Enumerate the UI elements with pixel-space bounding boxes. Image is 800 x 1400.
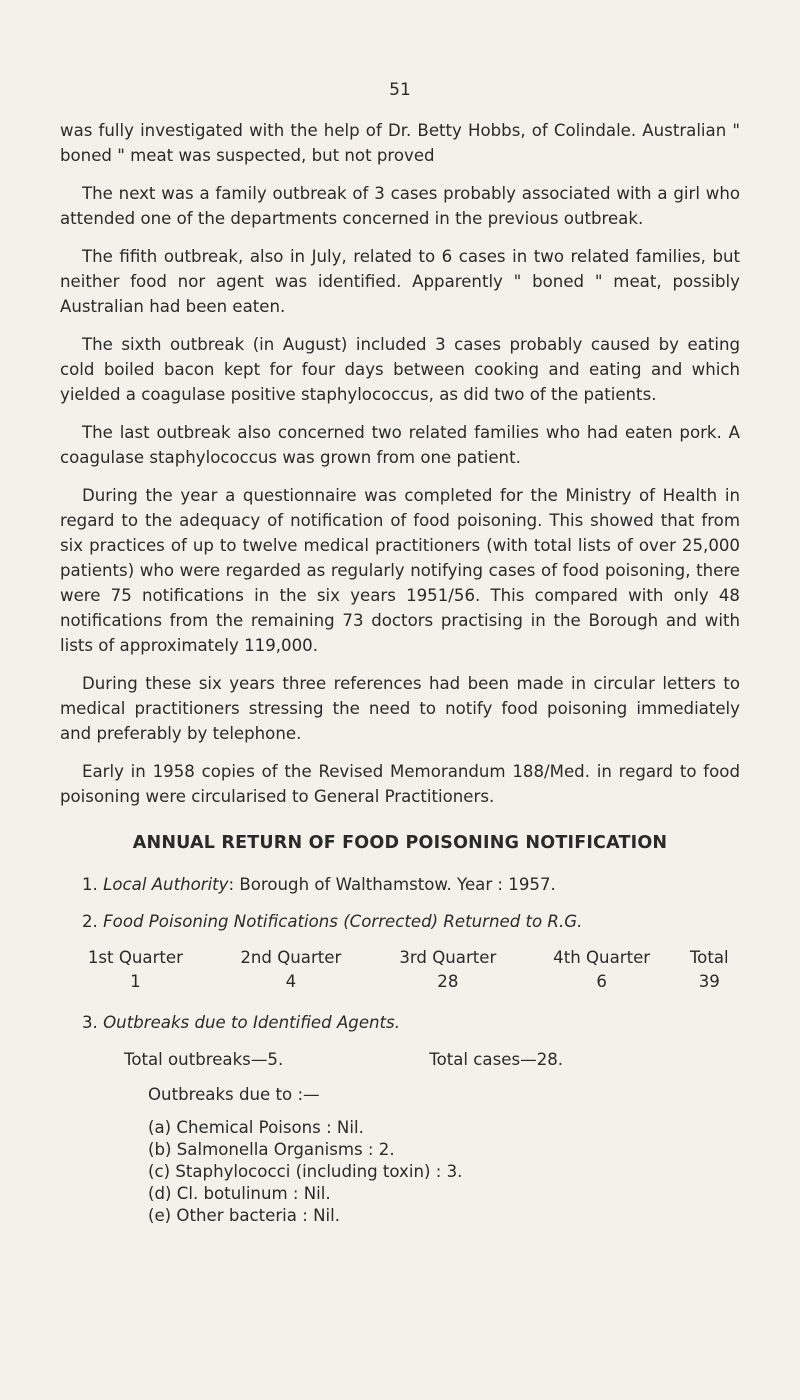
paragraph: The sixth outbreak (in August) included 3 cases probably caused by eating cold boiled bacon kept for four days between cooking and eating and which yielded a coagulase positive staphylococcus, as did two of the patients. (60, 335, 740, 404)
section-heading: ANNUAL RETURN OF FOOD POISONING NOTIFICATION (132, 833, 668, 853)
list-item: (b) Salmonella Organisms : 2. (148, 1140, 395, 1159)
table-cell: 6 (596, 972, 607, 991)
item-text: : Borough of Walthamstow. Year : 1957. (228, 875, 556, 894)
list-item: (d) Cl. botulinum : Nil. (148, 1184, 331, 1203)
table-cell: 4 (285, 972, 297, 991)
table-header: 1st Quarter (87, 948, 183, 967)
return-item-authority (82, 872, 740, 897)
paragraph: The last outbreak also concerned two related families who had eaten pork. A coagulase staphylococcus was grown from one patient. (60, 423, 740, 467)
list-item: (e) Other bacteria : Nil. (148, 1206, 341, 1225)
document-body (60, 118, 740, 1227)
return-item-outbreaks (82, 1010, 740, 1035)
item-number: 3. (82, 1013, 98, 1032)
item-number: 2. (82, 912, 98, 931)
table-row (60, 970, 740, 994)
table-cell: 28 (437, 972, 459, 991)
item-number: 1. (82, 875, 98, 894)
total-outbreaks: Total outbreaks—5. (124, 1050, 284, 1069)
table-header: 2nd Quarter (240, 948, 342, 967)
quarterly-notifications-table (60, 946, 740, 994)
paragraph: was fully investigated with the help of Dr. Betty Hobbs, of Colindale. Australian " boned " meat was suspected, but not proved (60, 121, 740, 165)
outbreaks-due-to: Outbreaks due to :— (148, 1085, 320, 1104)
paragraph: During these six years three references had been made in circular letters to medical practitioners stressing the need to notify food poisoning immediately and preferably by telephone. (60, 674, 740, 743)
agent-list (148, 1117, 740, 1227)
table-header-row (60, 946, 740, 970)
paragraph: Early in 1958 copies of the Revised Memorandum 188/Med. in regard to food poisoning were circularised to General Practitioners. (60, 762, 740, 806)
item-label: Outbreaks due to Identified Agents. (103, 1013, 400, 1032)
list-item: (c) Staphylococci (including toxin) : 3. (148, 1162, 463, 1181)
outbreak-totals (124, 1047, 740, 1072)
return-item-notifications (82, 909, 740, 934)
total-cases: Total cases—28. (429, 1050, 564, 1069)
table-header: 3rd Quarter (399, 948, 497, 967)
item-label: Food Poisoning Notifications (Corrected) Returned to R.G. (103, 912, 583, 931)
table-header: 4th Quarter (553, 948, 651, 967)
page-number: 51 (389, 80, 411, 100)
item-label: Local Authority (103, 875, 229, 894)
table-cell: 1 (130, 972, 141, 991)
paragraph: The fifith outbreak, also in July, related to 6 cases in two related families, but neither food nor agent was identified. Apparently " boned " meat, possibly Australian had been eaten. (60, 247, 740, 316)
table-header: Total (689, 948, 729, 967)
table-cell: 39 (698, 972, 720, 991)
paragraph: During the year a questionnaire was completed for the Ministry of Health in regard to the adequacy of notification of food poisoning. This showed that from six practices of up to twelve medical practitioners (with total lists of over 25,000 patients) who were regarded as regularly notifying cases of food poisoning, there were 75 notifications in the six years 1951/56. This compared with only 48 notifications from the remaining 73 doctors practising in the Borough and with lists of approximately 119,000. (60, 486, 740, 655)
paragraph: The next was a family outbreak of 3 cases probably associated with a girl who attended one of the departments concerned in the previous outbreak. (60, 184, 740, 228)
list-item: (a) Chemical Poisons : Nil. (148, 1118, 364, 1137)
